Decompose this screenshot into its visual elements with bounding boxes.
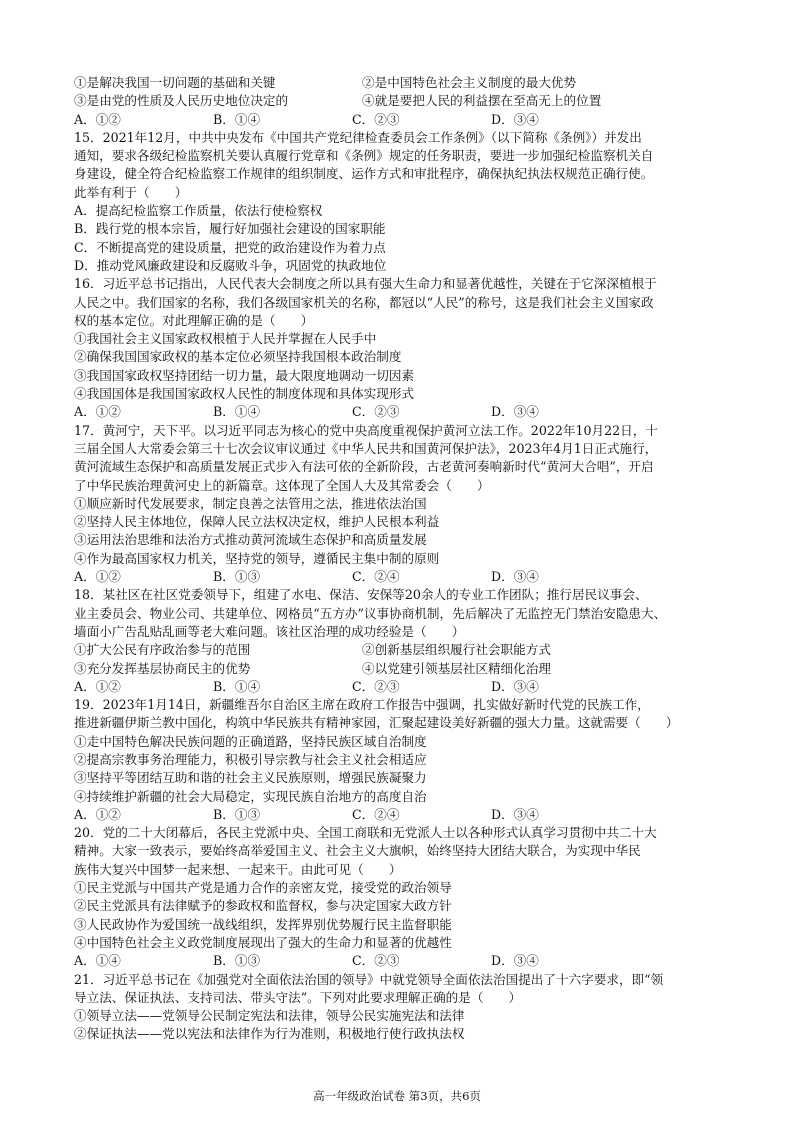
exam-page: [74, 74, 722, 1044]
question-text: 此举有利于（ ）: [74, 184, 188, 200]
page-footer: 高一年级政治试卷 第3页，共6页: [313, 1089, 481, 1103]
choice: ①我国社会主义国家政权根植于人民并掌握在人民手中: [74, 331, 377, 347]
question-text: 三届全国人大常委会第三十七次会议审议通过《中华人民共和国黄河保护法》，2023年4月1日正式施行，: [74, 440, 658, 456]
choice: ①扩大公民有序政治参与的范围: [74, 642, 251, 658]
option: C．②③: [352, 678, 400, 694]
question-text: 通知，要求各级纪检监察机关要认真履行党章和《条例》规定的任务职责，要进一步加强纪检监察机关自: [74, 148, 654, 164]
option: D．③④: [491, 404, 539, 420]
option: D．③④: [491, 111, 539, 127]
question-text: 推进新疆伊斯兰教中国化，构筑中华民族共有精神家园，汇聚起建设美好新疆的强大力量。这就需要（ ）: [74, 715, 679, 731]
question-text: 人民之中。我们国家的名称，我们各级国家机关的名称，都冠以“人民”的称号，这是我们社会主义国家政: [74, 294, 654, 310]
choice: ②提高宗教事务治理能力，积极引导宗教与社会主义社会相适应: [74, 751, 427, 767]
option: D．③④: [491, 806, 539, 822]
choice: ①顺应新时代发展要求，制定良善之法管用之法，推进依法治国: [74, 495, 427, 511]
choice: ②创新基层组织履行社会职能方式: [362, 642, 551, 658]
question-20: [74, 824, 722, 970]
choice: ④持续维护新疆的社会大局稳定，实现民族自治地方的高度自治: [74, 788, 427, 804]
question-17: [74, 422, 722, 587]
question-text: 身建设，健全符合纪检监察工作规律的组织制度、运作方式和审批程序，确保执纪执法权规范正确行使。: [74, 166, 654, 182]
choice: ②确保我国国家政权的基本定位必须坚持我国根本政治制度: [74, 349, 402, 365]
option: B．①④: [213, 404, 261, 420]
choice: C．不断提高党的建设质量，把党的政治建设作为着力点: [74, 239, 386, 255]
choice: ③运用法治思维和法治方式推动黄河流域生态保护和高质量发展: [74, 532, 427, 548]
question-text: 墙面小广告乱贴乱画等老大难问题。该社区治理的成功经验是（ ）: [74, 623, 465, 639]
option: D．③④: [491, 678, 539, 694]
question-14-items-row: [74, 92, 722, 110]
question-text: 15．2021年12月，中共中央发布《中国共产党纪律检查委员会工作条例》（以下简称《条例》）并发出: [74, 129, 642, 145]
choice: A．提高纪检监察工作质量，依法行使检察权: [74, 203, 323, 219]
choice: D．推动党风廉政建设和反腐败斗争，巩固党的执政地位: [74, 257, 387, 273]
question-text: 17．黄河宁，天下平。以习近平同志为核心的党中央高度重视保护黄河立法工作。2022年10月22日，十: [74, 422, 658, 438]
answer-options: [74, 403, 722, 421]
choice: ②坚持人民主体地位，保障人民立法权决定权，维护人民根本利益: [74, 514, 440, 530]
item: ③是由党的性质及人民历史地位决定的: [74, 93, 289, 109]
option: C．②④: [352, 569, 400, 585]
item: ②是中国特色社会主义制度的最大优势: [362, 75, 577, 90]
question-text: 21．习近平总书记在《加强党对全面依法治国的领导》中就党领导全面依法治国提出了十六字要求，即“领: [74, 971, 664, 987]
question-text: 18．某社区在社区党委领导下，组建了水电、保洁、安保等20余人的专业工作团队；推行居民议事会、: [74, 587, 648, 603]
choice: ③充分发挥基层协商民主的优势: [74, 660, 251, 676]
choice: ④作为最高国家权力机关，坚持党的领导，遵循民主集中制的原则: [74, 550, 440, 566]
choice: ④我国国体是我国国家政权人民性的制度体现和具体实现形式: [74, 386, 415, 402]
option: C．②③: [352, 111, 400, 127]
item: ①是解决我国一切问题的基础和关键: [74, 75, 276, 90]
option: A．①②: [74, 806, 121, 822]
question-19: [74, 696, 722, 824]
choice: ③人民政协作为爱国统一战线组织，发挥界别优势履行民主监督职能: [74, 916, 452, 932]
option: B．①③: [213, 953, 261, 969]
answer-options: [74, 952, 722, 970]
choice: ④中国特色社会主义政党制度展现出了强大的生命力和显著的优越性: [74, 934, 452, 950]
question-21: [74, 971, 722, 1044]
question-text: 19．2023年1月14日，新疆维吾尔自治区主席在政府工作报告中强调，扎实做好新时代党的民族工作，: [74, 697, 650, 713]
item: ④就是要把人民的利益摆在至高无上的位置: [362, 93, 602, 109]
choice: ④以党建引领基层社区精细化治理: [362, 660, 551, 676]
option: A．①②: [74, 678, 121, 694]
choice: ①领导立法——党领导公民制定宪法和法律，领导公民实施宪法和法律: [74, 1008, 465, 1024]
option: A．①②: [74, 111, 121, 127]
answer-options: [74, 806, 722, 824]
choice-row: [74, 660, 722, 678]
option: A．①②: [74, 404, 121, 420]
option: B．①③: [213, 569, 261, 585]
question-text: 权的基本定位。对此理解正确的是（ ）: [74, 312, 314, 328]
question-text: 16．习近平总书记指出，人民代表大会制度之所以具有强大生命力和显著优越性，关键在于它深深植根于: [74, 276, 657, 292]
question-text: 精神。大家一致表示，要始终高举爱国主义、社会主义大旗帜，始终坚持大团结大联合，为实现中华民: [74, 843, 641, 859]
option: C．②③: [352, 404, 400, 420]
question-text: 导立法、保证执法、支持司法、带头守法”。下列对此要求理解正确的是（ ）: [74, 989, 522, 1005]
option: B．①③: [213, 806, 261, 822]
answer-options: [74, 678, 722, 696]
choice: B．践行党的根本宗旨，履行好加强社会建设的国家职能: [74, 221, 386, 237]
choice: ③我国国家政权坚持团结一切力量，最大限度地调动一切因素: [74, 367, 415, 383]
choice: ②民主党派具有法律赋予的参政权和监督权，参与决定国家大政方针: [74, 898, 452, 914]
choice: ②保证执法——党以宪法和法律作为行为准则，积极地行使行政执法权: [74, 1026, 465, 1042]
option: D．③④: [491, 569, 539, 585]
question-text: 族伟大复兴中国梦一起来想、一起来干。由此可见（ ）: [74, 861, 402, 877]
option: B．①④: [213, 111, 261, 127]
question-15: [74, 129, 722, 275]
option: A．①④: [74, 953, 121, 969]
question-text: 黄河流域生态保护和高质量发展正式步入有法可依的全新阶段，古老黄河奏响新时代“黄河大合唱”，开启: [74, 459, 654, 475]
choice: ③坚持平等团结互助和谐的社会主义民族原则，增强民族凝聚力: [74, 770, 427, 786]
option: C．②④: [352, 806, 400, 822]
question-text: 业主委员会、物业公司、共建单位、网格员“五方办”议事协商机制，先后解决了无监控无门禁治安隐患大、: [74, 605, 667, 621]
option: B．①④: [213, 678, 261, 694]
question-14-options: [74, 111, 722, 129]
option: C．②③: [352, 953, 400, 969]
choice: ①民主党派与中国共产党是通力合作的亲密友党，接受党的政治领导: [74, 880, 452, 896]
option: D．③④: [491, 953, 539, 969]
question-14-items-row: [74, 74, 722, 92]
answer-options: [74, 568, 722, 586]
question-text: 了中华民族治理黄河史上的新篇章。这体现了全国人大及其常委会（ ）: [74, 477, 490, 493]
choice-row: [74, 641, 722, 659]
question-text: 20．党的二十大闭幕后，各民主党派中央、全国工商联和无党派人士以各种形式认真学习贯彻中共二十大: [74, 825, 657, 841]
question-16: [74, 275, 722, 421]
choice: ①走中国特色解决民族问题的正确道路，坚持民族区域自治制度: [74, 733, 427, 749]
option: A．①②: [74, 569, 121, 585]
question-18: [74, 586, 722, 696]
